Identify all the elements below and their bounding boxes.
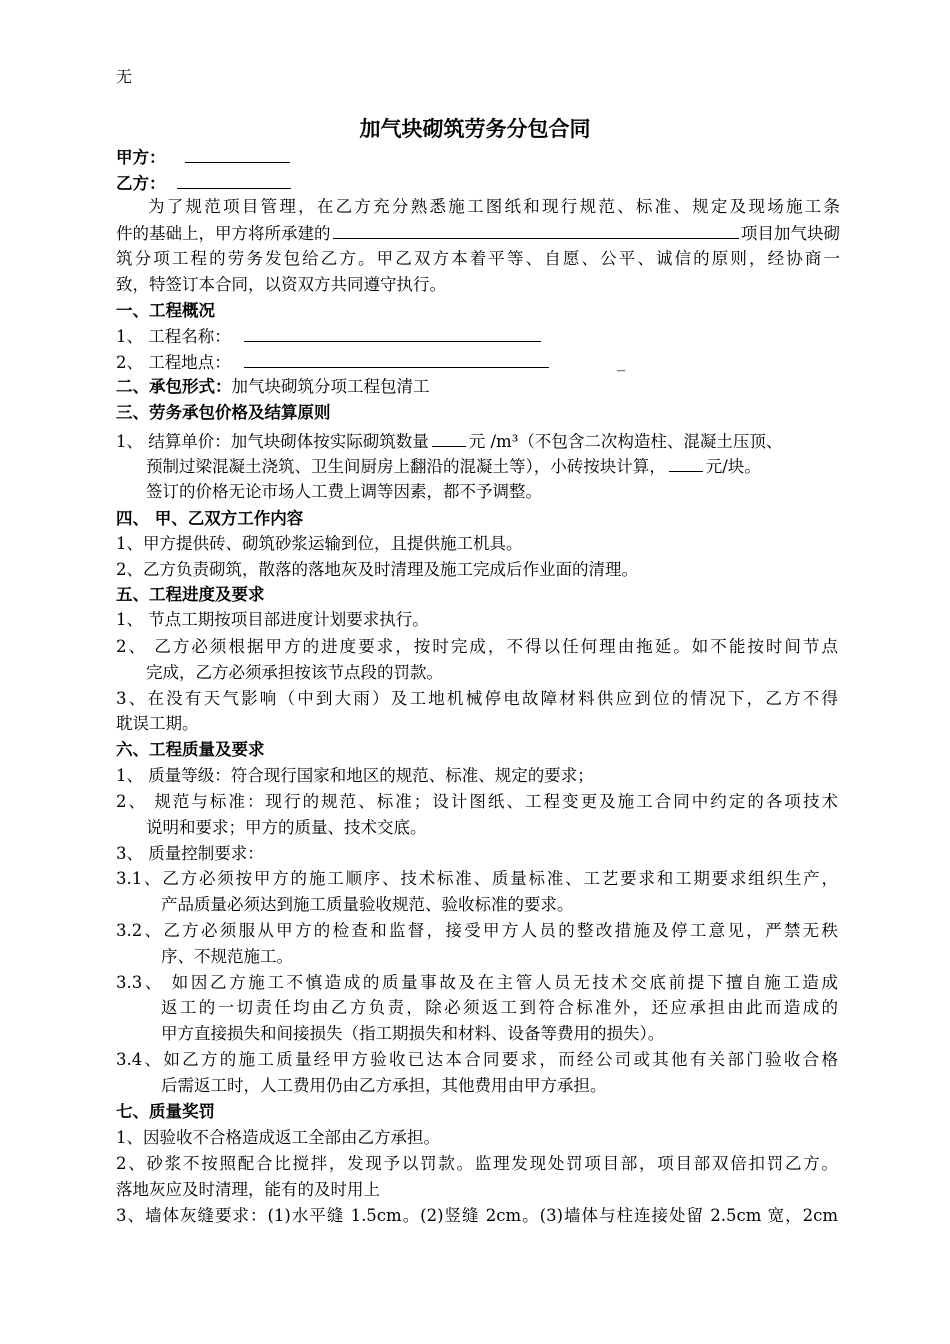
section-6-line-13: 后需返工时，人工费用仍由乙方承担，其他费用由甲方承担。 <box>161 1076 607 1095</box>
section-6-line-9: 3.3、 如因乙方施工不慎造成的质量事故及在主管人员无技术交底前提下擅自施工造成 <box>116 973 838 992</box>
unit-price-line-2 <box>146 454 761 479</box>
section-6-line-7: 3.2、乙方必须服从甲方的检查和监督，接受甲方人员的整改措施及停工意见，严禁无秩 <box>116 921 838 940</box>
section-6-line-10: 返工的一切责任均由乙方负责，除必须返工到符合标准外，还应承担由此而造成的 <box>161 998 838 1017</box>
section-5-line-1: 1、 节点工期按项目部进度计划要求执行。 <box>116 610 429 629</box>
section-6-line-5: 3.1、乙方必须按甲方的施工顺序、技术标准、质量标准、工艺要求和工期要求组织生产， <box>116 869 838 888</box>
unit-price-line-1 <box>116 429 844 454</box>
project-location-blank <box>244 350 549 368</box>
unit-price-text-b: 元 /m³（不包含二次构造柱、混凝土压顶、 <box>468 432 783 451</box>
section-3-heading: 三、劳务承包价格及结算原则 <box>116 403 331 422</box>
section-7-line-2: 2、砂浆不按照配合比搅拌，发现予以罚款。监理发现处罚项目部，项目部双倍扣罚乙方。 <box>116 1154 838 1173</box>
unit-price-text-a: 1、 结算单价：加气块砌体按实际砌筑数量 <box>116 432 429 451</box>
intro-line-2 <box>116 221 840 246</box>
unit-price-blank <box>432 429 466 447</box>
location-trailing-mark: _ <box>617 352 626 371</box>
section-1-heading: 一、工程概况 <box>116 301 215 320</box>
contract-form-value: 加气块砌筑分项工程包清工 <box>231 377 430 396</box>
party-b-line <box>116 171 291 196</box>
intro-line-3: 筑分项工程的劳务发包给乙方。甲乙双方本着平等、自愿、公平、诚信的原则，经协商一 <box>116 249 840 268</box>
contract-title: 加气块砌筑劳务分包合同 <box>359 117 591 141</box>
section-5-line-3: 完成，乙方必须承担按该节点段的罚款。 <box>146 663 443 682</box>
section-6-line-2: 2、 规范与标准：现行的规范、标准；设计图纸、工程变更及施工合同中约定的各项技术 <box>116 792 838 811</box>
unit-price-line-3: 签订的价格无论市场人工费上调等因素，都不予调整。 <box>146 482 542 501</box>
section-4-line-2: 2、乙方负责砌筑，散落的落地灰及时清理及施工完成后作业面的清理。 <box>116 560 638 579</box>
section-6-line-6: 产品质量必须达到施工质量验收规范、验收标准的要求。 <box>161 895 574 914</box>
project-location-label: 2、 工程地点： <box>116 353 231 372</box>
section-2-line <box>116 375 430 399</box>
brick-price-blank <box>669 454 703 472</box>
section-7-line-4: 3、墙体灰缝要求：(1)水平缝 1.5cm。(2)竖缝 2cm。(3)墙体与柱连接处留 2.5cm 宽，2cm <box>116 1206 838 1225</box>
party-b-blank <box>177 171 291 189</box>
section-5-line-5: 耽误工期。 <box>116 714 199 733</box>
section-4-line-1: 1、甲方提供砖、砌筑砂浆运输到位，且提供施工机具。 <box>116 534 523 553</box>
project-name-label: 1、 工程名称： <box>116 327 231 346</box>
party-a-line <box>116 145 290 170</box>
section-6-line-11: 甲方直接损失和间接损失（指工期损失和材料、设备等费用的损失）。 <box>161 1024 665 1043</box>
section-4-heading: 四、 甲、乙双方工作内容 <box>116 509 304 528</box>
intro-line-2-end: 项目加气块砌 <box>741 224 840 243</box>
section-7-heading: 七、质量奖罚 <box>116 1102 215 1121</box>
section-6-line-1: 1、 质量等级：符合现行国家和地区的规范、标准、规定的要求； <box>116 766 594 785</box>
project-location-line <box>116 350 549 375</box>
unit-price-text-c: 预制过梁混凝土浇筑、卫生间厨房上翻沿的混凝土等），小砖按块计算， <box>146 457 666 476</box>
section-5-line-4: 3、在没有天气影响（中到大雨）及工地机械停电故障材料供应到位的情况下，乙方不得 <box>116 689 838 708</box>
section-6-line-3: 说明和要求；甲方的质量、技术交底。 <box>146 818 427 837</box>
unit-price-text-d: 元/块。 <box>705 457 761 476</box>
section-6-line-12: 3.4、如乙方的施工质量经甲方验收已达本合同要求，而经公司或其他有关部门验收合格 <box>116 1050 838 1069</box>
project-name-line <box>116 324 541 349</box>
section-7-line-1: 1、因验收不合格造成返工全部由乙方承担。 <box>116 1128 440 1147</box>
section-5-line-2: 2、 乙方必须根据甲方的进度要求，按时完成，不得以任何理由拖延。如不能按时间节点 <box>116 637 838 656</box>
project-name-blank <box>333 221 740 239</box>
party-a-label: 甲方： <box>116 148 166 167</box>
party-a-blank <box>185 145 290 163</box>
section-6-line-4: 3、 质量控制要求： <box>116 844 264 863</box>
section-6-line-8: 序、不规范施工。 <box>161 947 293 966</box>
section-7-line-3: 落地灰应及时清理，能有的及时用上 <box>116 1180 380 1199</box>
project-name-field-blank <box>244 324 541 342</box>
party-b-label: 乙方： <box>116 174 166 193</box>
intro-line-1: 为了规范项目管理，在乙方充分熟悉施工图纸和现行规范、标准、规定及现场施工条 <box>148 197 840 216</box>
section-6-heading: 六、工程质量及要求 <box>116 740 265 759</box>
section-2-heading: 二、承包形式： <box>116 377 232 396</box>
header-mark: 无 <box>116 67 133 86</box>
section-5-heading: 五、工程进度及要求 <box>116 585 265 604</box>
intro-line-2-start: 件的基础上，甲方将所承建的 <box>116 224 331 243</box>
intro-line-4: 致，特签订本合同，以资双方共同遵守执行。 <box>116 275 446 294</box>
